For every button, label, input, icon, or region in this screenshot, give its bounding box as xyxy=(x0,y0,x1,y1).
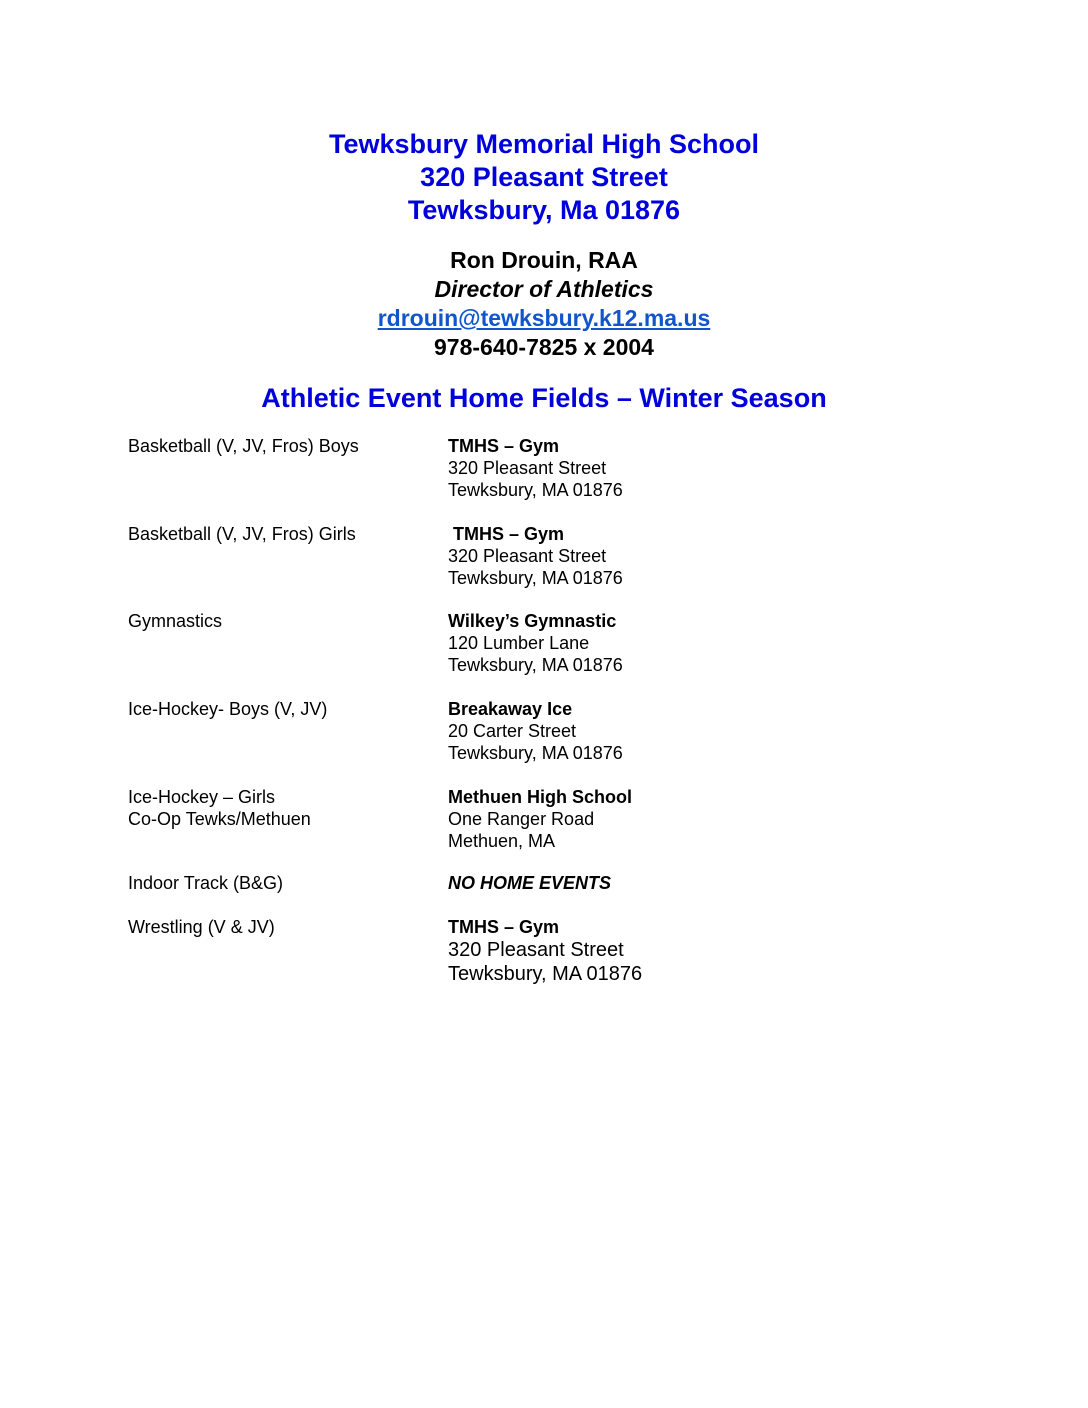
list-item xyxy=(128,916,968,986)
venue-details xyxy=(448,872,968,894)
sport-name: Basketball (V, JV, Fros) Boys xyxy=(128,436,359,456)
director-title: Director of Athletics xyxy=(434,276,654,302)
venue-details xyxy=(448,435,968,501)
school-name: Tewksbury Memorial High School xyxy=(328,129,760,159)
venue-address-line: Tewksbury, MA 01876 xyxy=(448,655,623,675)
venue-name: Breakaway Ice xyxy=(448,699,573,719)
list-item xyxy=(128,523,968,589)
list-item xyxy=(128,698,968,764)
venue-address-line: 320 Pleasant Street xyxy=(448,546,607,566)
venue-address-line: Tewksbury, MA 01876 xyxy=(448,743,623,763)
sport-name: Gymnastics xyxy=(128,611,223,631)
director-name: Ron Drouin, RAA xyxy=(450,247,638,273)
venue-name: Wilkey’s Gymnastic xyxy=(448,611,617,631)
venue-address-line: 320 Pleasant Street xyxy=(448,939,624,961)
school-city: Tewksbury, Ma 01876 xyxy=(407,195,681,225)
venue-address-line: 120 Lumber Lane xyxy=(448,633,590,653)
venue-details xyxy=(448,523,968,589)
school-header xyxy=(0,128,1088,227)
venue-address-line: Tewksbury, MA 01876 xyxy=(448,480,623,500)
venue-details xyxy=(448,916,968,986)
home-fields-list xyxy=(128,435,968,986)
list-item xyxy=(128,610,968,676)
sport-name: Ice-Hockey- Boys (V, JV) xyxy=(128,699,328,719)
venue-name: Methuen High School xyxy=(448,787,632,807)
venue-address-line: Tewksbury, MA 01876 xyxy=(448,963,643,985)
season-title: Athletic Event Home Fields – Winter Season xyxy=(261,383,827,413)
sport-name: Wrestling (V & JV) xyxy=(128,917,275,937)
list-item xyxy=(128,786,968,852)
sport-name: Indoor Track (B&G) xyxy=(128,873,284,893)
sport-name: Basketball (V, JV, Fros) Girls xyxy=(128,524,356,544)
venue-address-line: Methuen, MA xyxy=(448,831,556,851)
venue-details xyxy=(448,786,968,852)
sport-name: Ice-Hockey – Girls Co-Op Tewks/Methuen xyxy=(128,787,311,829)
list-item xyxy=(128,435,968,501)
director-phone: 978-640-7825 x 2004 xyxy=(434,334,654,360)
director-email-line xyxy=(0,304,1088,333)
venue-address-line: One Ranger Road xyxy=(448,809,595,829)
venue-details xyxy=(448,698,968,764)
director-email-link[interactable]: rdrouin@tewksbury.k12.ma.us xyxy=(377,305,711,331)
venue-name: TMHS – Gym xyxy=(448,917,560,937)
venue-name: NO HOME EVENTS xyxy=(448,873,612,893)
venue-details xyxy=(448,610,968,676)
venue-address-line: 20 Carter Street xyxy=(448,721,577,741)
venue-address-line: 320 Pleasant Street xyxy=(448,458,607,478)
venue-name: TMHS – Gym xyxy=(448,436,560,456)
venue-address-line: Tewksbury, MA 01876 xyxy=(448,568,623,588)
director-block xyxy=(0,246,1088,362)
venue-name: TMHS – Gym xyxy=(453,524,565,544)
list-item xyxy=(128,872,968,894)
school-street: 320 Pleasant Street xyxy=(420,162,668,192)
